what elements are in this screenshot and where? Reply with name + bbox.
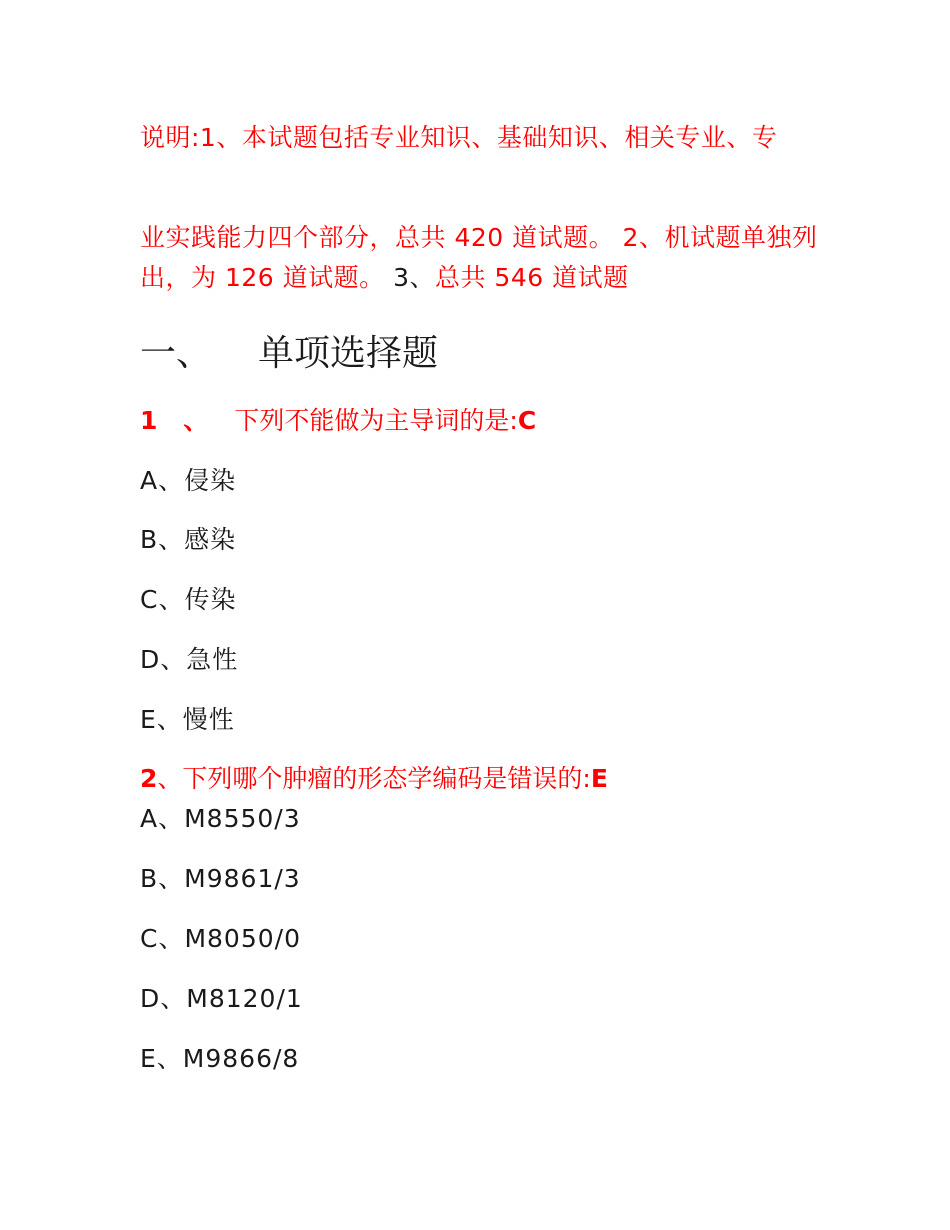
question-1-option-b: B、感染 <box>140 525 237 554</box>
section-number: 一、 <box>140 333 213 374</box>
question-1-text: 下列不能做为主导词的是: <box>234 406 518 435</box>
question-1-number: 1 <box>140 406 158 435</box>
question-2-separator: 、 <box>157 764 183 793</box>
instructions-line-1: 说明:1、本试题包括专业知识、基础知识、相关专业、专 <box>140 123 778 152</box>
instructions-line-2 <box>140 218 820 298</box>
question-1-option-d: D、急性 <box>140 645 239 674</box>
question-2-option-d: D、M8120/1 <box>140 984 303 1013</box>
instructions-line-2-part-1: 业实践能力四个部分，总共 420 道试题。 2、机试题单独列出，为 126 道试题。 <box>140 223 818 292</box>
question-2-option-a: A、M8550/3 <box>140 804 301 833</box>
question-2-answer: E <box>590 764 608 793</box>
instructions-line-2-part-3: 总共 546 道试题 <box>434 263 629 292</box>
question-2-option-c: C、M8050/0 <box>140 924 301 953</box>
question-1-option-a: A、侵染 <box>140 466 237 495</box>
question-1-separator: 、 <box>183 406 209 435</box>
question-2-text: 下列哪个肿瘤的形态学编码是错误的: <box>182 764 591 793</box>
section-heading <box>140 330 438 378</box>
instructions-line-2-part-2: 3、 <box>384 263 435 292</box>
question-2-option-b: B、M9861/3 <box>140 864 301 893</box>
question-1-answer: C <box>517 406 537 435</box>
question-1-option-e: E、慢性 <box>140 705 235 734</box>
question-1-option-c: C、传染 <box>140 585 237 614</box>
question-2-number: 2 <box>140 764 158 793</box>
question-2-stem <box>140 762 608 796</box>
section-title: 单项选择题 <box>258 333 439 374</box>
question-1-stem <box>140 404 536 438</box>
question-2-option-e: E、M9866/8 <box>140 1044 300 1073</box>
